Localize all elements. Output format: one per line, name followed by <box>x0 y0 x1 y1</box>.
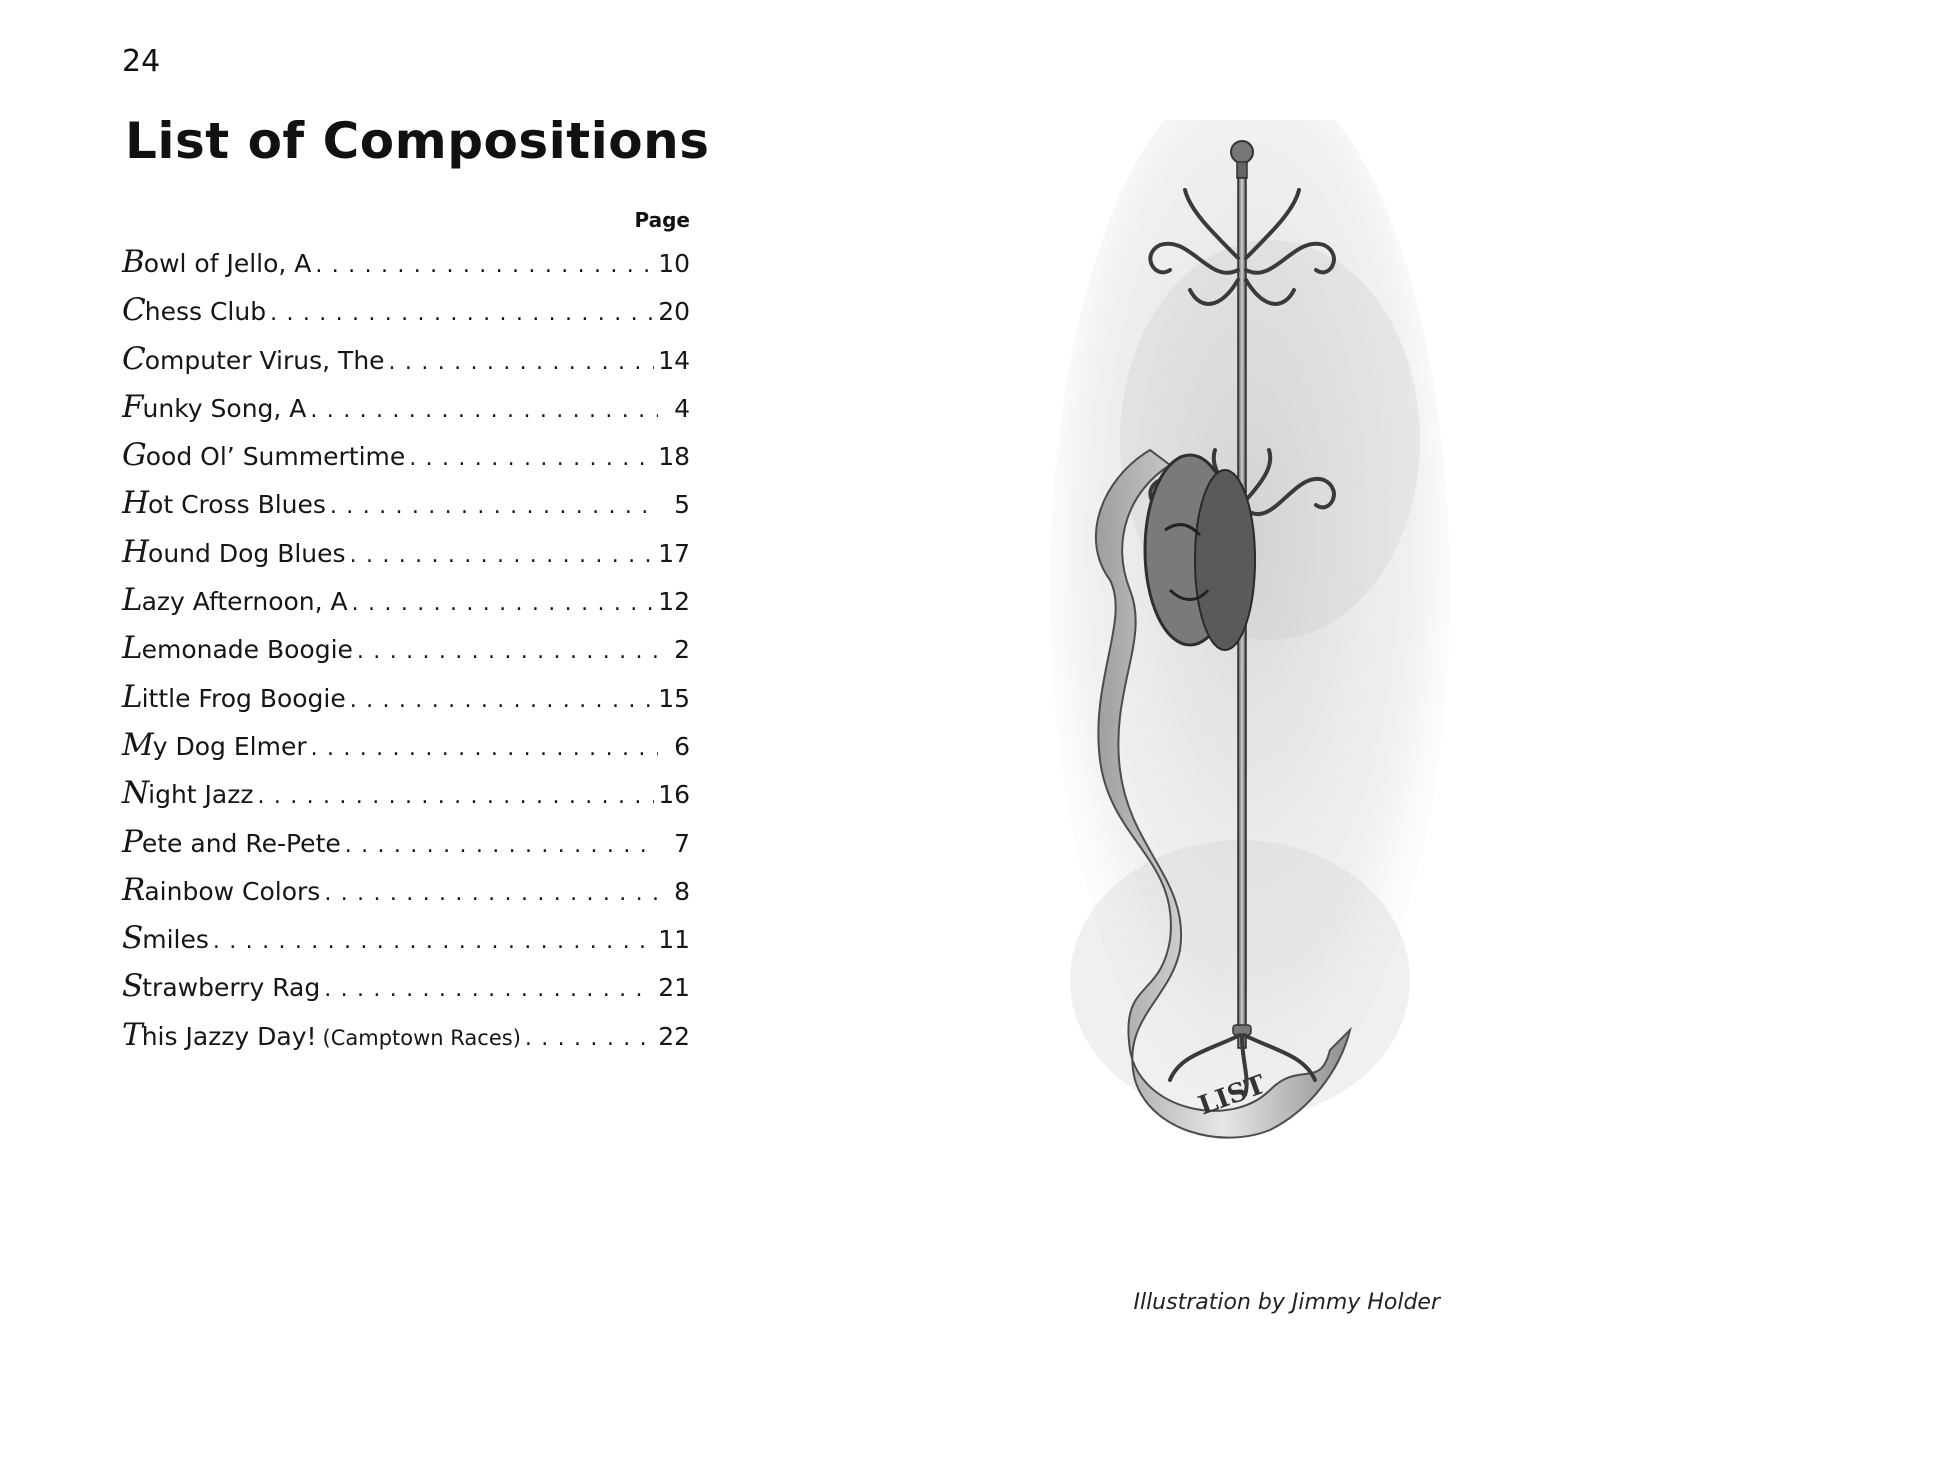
dot-leader <box>324 881 658 906</box>
page-reference: 18 <box>658 442 690 472</box>
dot-leader <box>310 398 658 423</box>
page-column-header: Page <box>634 208 690 232</box>
dot-leader <box>350 688 654 713</box>
title-text: azy Afternoon, A <box>141 587 348 617</box>
decorative-initial: T <box>122 1016 142 1053</box>
page-reference: 21 <box>658 973 690 1003</box>
page-reference: 17 <box>658 538 690 568</box>
page-reference: 2 <box>674 635 690 665</box>
composition-title <box>122 485 326 521</box>
composition-title <box>122 437 405 473</box>
toc-entry <box>122 534 690 582</box>
composition-title <box>122 775 253 811</box>
page-reference: 20 <box>658 297 690 327</box>
composition-title <box>122 244 311 280</box>
page-reference: 6 <box>674 731 690 761</box>
decorative-initial: S <box>122 920 143 957</box>
decorative-initial: R <box>122 871 145 908</box>
decorative-initial: F <box>122 388 143 425</box>
dot-leader <box>389 350 655 375</box>
table-of-contents <box>122 208 690 1065</box>
page-reference: 7 <box>674 828 690 858</box>
decorative-initial: N <box>122 775 149 812</box>
title-text: trawberry Rag <box>142 973 321 1003</box>
decorative-initial: M <box>122 726 153 763</box>
page-number: 24 <box>122 44 161 79</box>
composition-title <box>122 630 353 666</box>
title-text: ound Dog Blues <box>148 538 346 568</box>
dot-leader <box>352 591 655 616</box>
dot-leader <box>270 301 654 326</box>
coat-rack-illustration <box>1040 120 1460 1230</box>
title-text: ight Jazz <box>148 780 254 810</box>
page-reference: 5 <box>674 490 690 520</box>
toc-entry <box>122 389 690 437</box>
title-subtitle: (Camptown Races) <box>322 1025 521 1050</box>
page-title: List of Compositions <box>125 112 710 170</box>
illustration-caption: Illustration by Jimmy Holder <box>1133 1290 1440 1315</box>
page-reference: 12 <box>658 587 690 617</box>
composition-title <box>122 968 320 1004</box>
title-text: emonade Boogie <box>141 635 353 665</box>
ribbon-text: LIST <box>1194 1069 1270 1122</box>
page-reference: 10 <box>658 249 690 278</box>
toc-entry <box>122 437 690 485</box>
page-reference: 16 <box>658 780 690 810</box>
page-reference: 8 <box>674 876 690 906</box>
composition-list <box>122 244 690 1065</box>
decorative-initial: C <box>122 340 145 377</box>
decorative-initial: P <box>122 823 142 860</box>
page-reference: 22 <box>658 1021 690 1051</box>
page-reference: 14 <box>658 345 690 375</box>
toc-entry <box>122 582 690 630</box>
title-text: hess Club <box>144 297 267 327</box>
toc-entry <box>122 292 690 340</box>
toc-entry <box>122 872 690 920</box>
toc-entry <box>122 824 690 872</box>
title-text: his Jazzy Day! <box>141 1021 317 1051</box>
toc-entry <box>122 341 690 389</box>
decorative-initial: C <box>122 292 145 329</box>
decorative-initial: L <box>122 582 142 619</box>
dot-leader <box>257 784 654 809</box>
composition-title <box>122 1017 521 1053</box>
decorative-initial: H <box>122 533 149 570</box>
dot-leader <box>525 1026 654 1051</box>
composition-title <box>122 679 346 715</box>
toc-entry <box>122 727 690 775</box>
dot-leader <box>345 833 658 858</box>
title-text: unky Song, A <box>142 393 307 423</box>
toc-entry <box>122 968 690 1016</box>
dot-leader <box>350 543 655 568</box>
composition-title <box>122 292 266 328</box>
decorative-initial: G <box>122 437 146 474</box>
title-text: miles <box>142 925 209 955</box>
toc-entry <box>122 630 690 678</box>
composition-title <box>122 534 346 570</box>
page-reference: 4 <box>674 393 690 423</box>
composition-title <box>122 920 209 956</box>
composition-title <box>122 582 348 618</box>
title-text: y Dog Elmer <box>152 731 307 761</box>
dot-leader <box>213 929 654 954</box>
dot-leader <box>330 494 658 519</box>
toc-entry <box>122 244 690 292</box>
toc-entry <box>122 679 690 727</box>
composition-title <box>122 727 307 763</box>
title-text: ete and Re-Pete <box>141 828 341 858</box>
dot-leader <box>409 446 654 471</box>
title-text: ot Cross Blues <box>148 490 326 520</box>
title-text: omputer Virus, The <box>144 345 385 375</box>
composition-title <box>122 824 341 860</box>
decorative-initial: S <box>122 968 143 1005</box>
composition-title <box>122 389 306 425</box>
title-text: ood Ol’ Summertime <box>145 442 406 472</box>
dot-leader <box>357 639 658 664</box>
title-text: ainbow Colors <box>144 876 321 906</box>
toc-entry <box>122 485 690 533</box>
decorative-initial: H <box>122 485 149 522</box>
decorative-initial: L <box>122 630 142 667</box>
composition-title <box>122 872 320 908</box>
title-text: owl of Jello, A <box>143 249 312 278</box>
dot-leader <box>315 253 654 278</box>
decorative-initial: L <box>122 678 142 715</box>
decorative-initial: B <box>122 244 144 280</box>
title-text: ittle Frog Boogie <box>141 683 346 713</box>
page-reference: 11 <box>658 925 690 955</box>
dot-leader <box>324 977 654 1002</box>
toc-entry <box>122 775 690 823</box>
page-reference: 15 <box>658 683 690 713</box>
toc-entry <box>122 920 690 968</box>
dot-leader <box>311 736 658 761</box>
composition-title <box>122 341 385 377</box>
toc-entry <box>122 1017 690 1065</box>
